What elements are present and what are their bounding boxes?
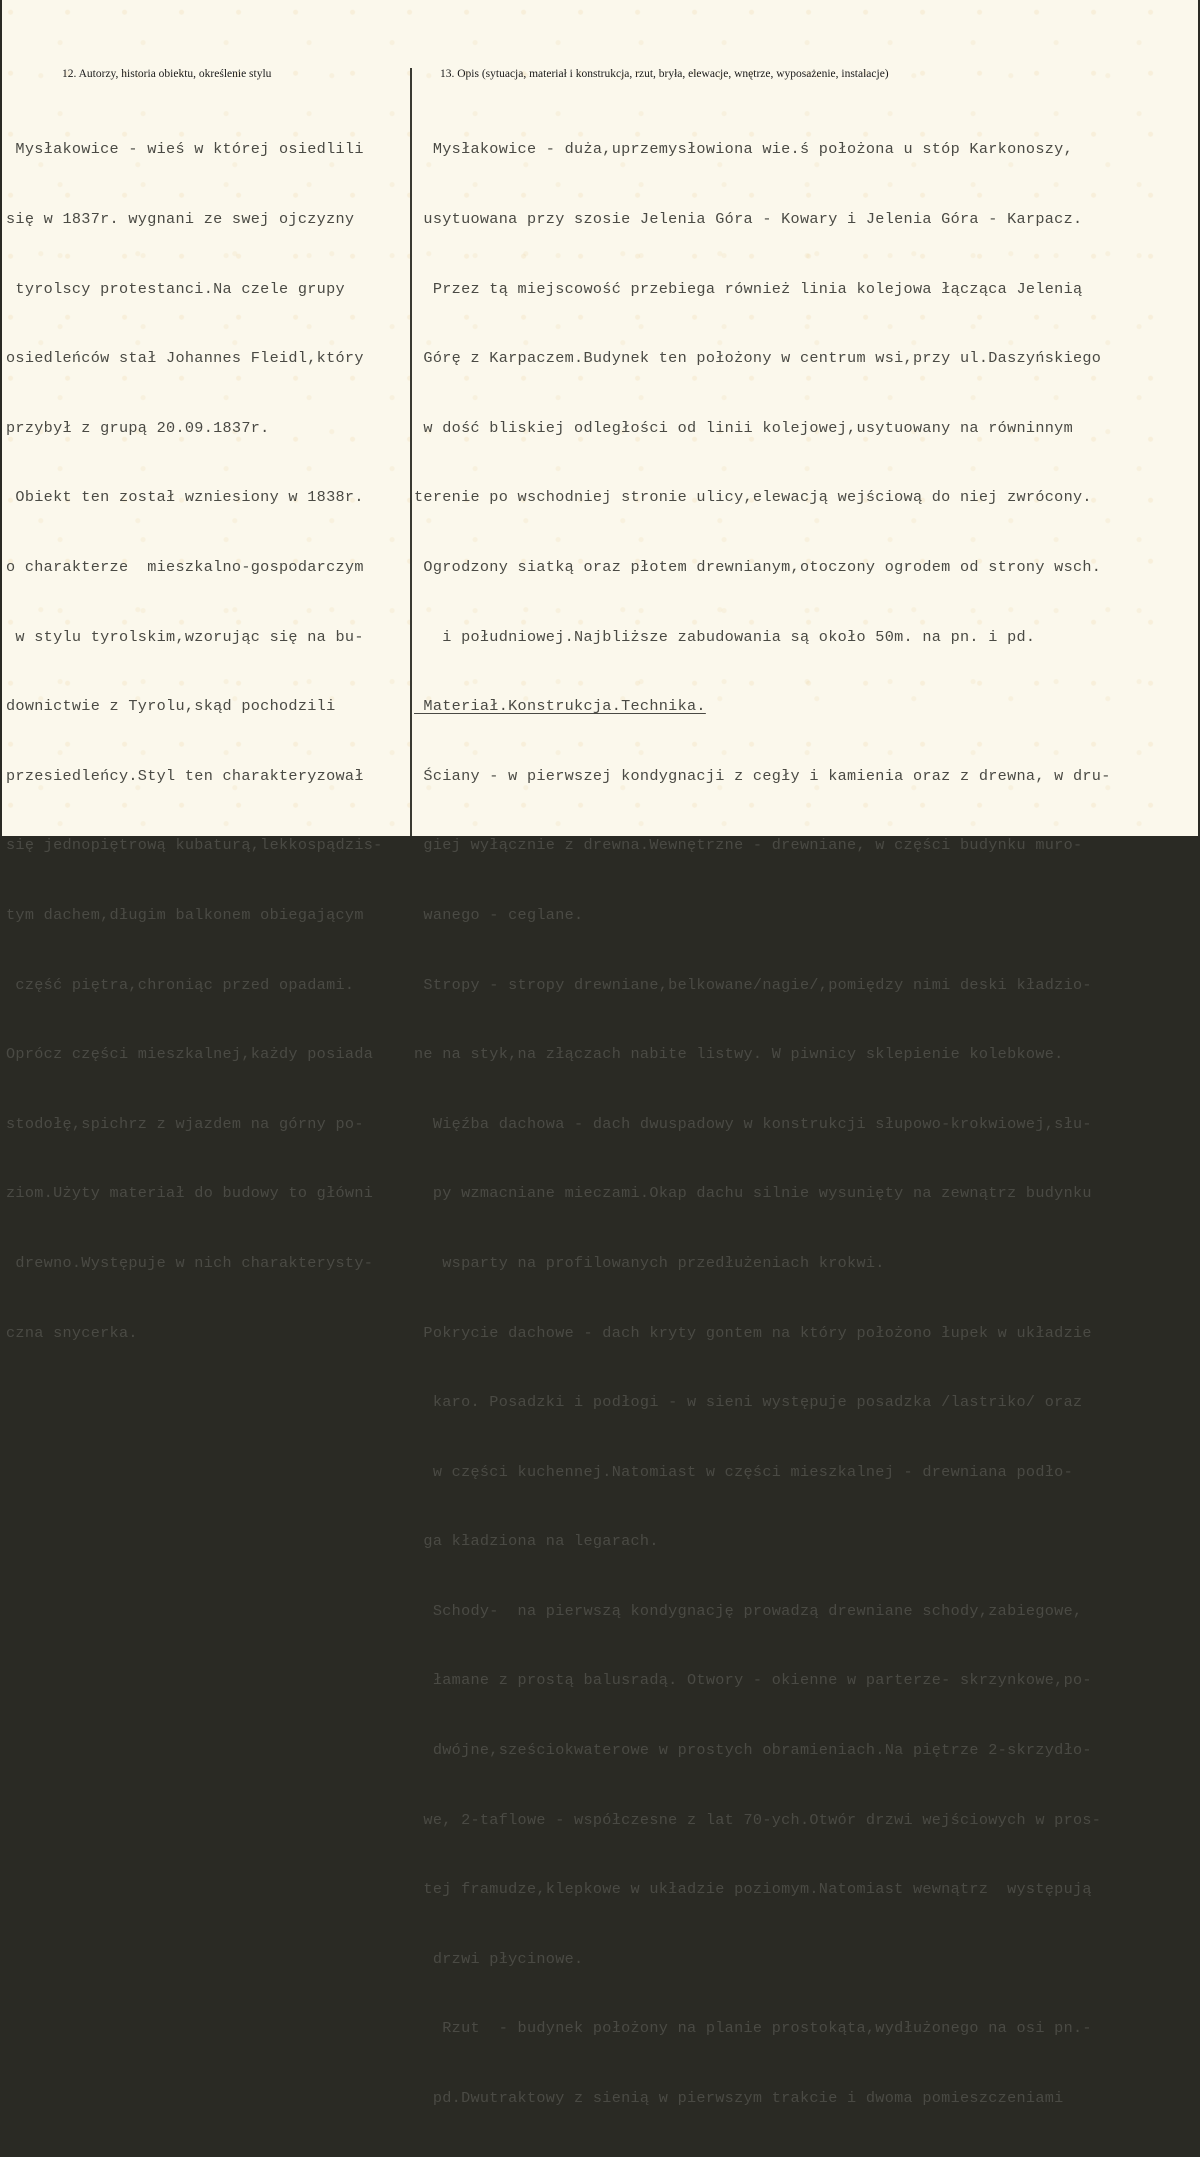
text-line: tyrolscy protestanci.Na czele grupy xyxy=(6,279,345,298)
history-text-column xyxy=(6,92,383,1391)
text-line: drzwi płycinowe. xyxy=(414,1949,584,1968)
text-line: się jednopiętrową kubaturą,lekkospądzis- xyxy=(6,836,383,855)
text-line: wanego - ceglane. xyxy=(414,905,584,924)
text-line: Schody- na pierwszą kondygnację prowadzą drewniane schody,zabiegowe, xyxy=(414,1601,1083,1620)
text-line: Stropy - stropy drewniane,belkowane/nagie/,pomiędzy nimi deski kładzio- xyxy=(414,975,1092,994)
text-line: Rzut - budynek położony na planie prostokąta,wydłużonego na osi pn.- xyxy=(414,2019,1092,2038)
subsection-heading: Materiał.Konstrukcja.Technika. xyxy=(414,697,706,716)
text-line: w części kuchennej.Natomiast w części mieszkalnej - drewniana podło- xyxy=(414,1462,1073,1481)
text-line: Przez tą miejscowość przebiega również linia kolejowa łącząca Jelenią xyxy=(414,279,1083,298)
text-line: ne na styk,na złączach nabite listwy. W piwnicy sklepienie kolebkowe. xyxy=(414,1045,1064,1064)
text-line: stodołę,spichrz z wjazdem na górny po- xyxy=(6,1114,364,1133)
text-line: dwójne,sześciokwaterowe w prostych obramieniach.Na piętrze 2-skrzydło- xyxy=(414,1741,1092,1760)
section-13-heading: 13. Opis (sytuacja, materiał i konstrukcja, rzut, bryła, elewacje, wnętrze, wyposażenie, instalacje) xyxy=(440,68,889,80)
text-line: Ogrodzony siatką oraz płotem drewnianym,otoczony ogrodem od strony wsch. xyxy=(414,557,1102,576)
text-line: Pokrycie dachowe - dach kryty gontem na który położono łupek w układzie xyxy=(414,1323,1092,1342)
text-line: czna snycerka. xyxy=(6,1323,138,1342)
text-line: karo. Posadzki i podłogi - w sieni występuje posadzka /lastriko/ oraz xyxy=(414,1393,1083,1412)
text-line: osiedleńców stał Johannes Fleidl,który xyxy=(6,349,364,368)
text-line: Więźba dachowa - dach dwuspadowy w konstrukcji słupowo-krokwiowej,słu- xyxy=(414,1114,1092,1133)
text-line: w dość bliskiej odległości od linii kolejowej,usytuowany na równinnym xyxy=(414,418,1073,437)
text-line: ziom.Użyty materiał do budowy to główni xyxy=(6,1184,374,1203)
text-line: łamane z prostą balusradą. Otwory - okienne w parterze- skrzynkowe,po- xyxy=(414,1671,1092,1690)
text-line: się w 1837r. wygnani ze swej ojczyzny xyxy=(6,210,355,228)
text-line: tym dachem,długim balkonem obiegającym xyxy=(6,905,364,924)
text-line: i południowej.Najbliższe zabudowania są około 50m. na pn. i pd. xyxy=(414,627,1036,646)
text-line: przesiedleńcy.Styl ten charakteryzował xyxy=(6,766,364,785)
description-text-column xyxy=(414,92,1111,2157)
text-line: ga kładziona na legarach. xyxy=(414,1532,659,1551)
text-line: we, 2-taflowe - współczesne z lat 70-ych.Otwór drzwi wejściowych w pros- xyxy=(414,1810,1102,1829)
text-line: py wzmacniane mieczami.Okap dachu silnie wysunięty na zewnątrz budynku xyxy=(414,1184,1092,1203)
text-line: wsparty na profilowanych przedłużeniach krokwi. xyxy=(414,1253,885,1272)
section-12-heading: 12. Autorzy, historia obiektu, określenie stylu xyxy=(62,68,272,80)
text-line: usytuowana przy szosie Jelenia Góra - Kowary i Jelenia Góra - Karpacz. xyxy=(414,210,1083,228)
text-line: Obiekt ten został wzniesiony w 1838r. xyxy=(6,488,364,507)
text-line: tej framudze,klepkowe w układzie poziomym.Natomiast wewnątrz występują xyxy=(414,1880,1092,1899)
document-page xyxy=(2,0,1198,2108)
text-line: Mysłakowice - duża,uprzemysłowiona wie.ś położona u stóp Karkonoszy, xyxy=(414,140,1073,159)
text-line: terenie po wschodniej stronie ulicy,elewacją wejściową do niej zwrócony. xyxy=(414,488,1092,507)
text-line: pd.Dwutraktowy z sienią w pierwszym trakcie i dwoma pomieszczeniami xyxy=(414,2089,1064,2108)
text-line: Górę z Karpaczem.Budynek ten położony w centrum wsi,przy ul.Daszyńskiego xyxy=(414,349,1102,368)
text-line: Ściany - w pierwszej kondygnacji z cegły i kamienia oraz z drewna, w dru- xyxy=(414,766,1111,785)
text-line: o charakterze mieszkalno-gospodarczym xyxy=(6,557,364,576)
text-line: downictwie z Tyrolu,skąd pochodzili xyxy=(6,697,336,716)
text-line: Oprócz części mieszkalnej,każdy posiada xyxy=(6,1045,374,1064)
text-line: giej wyłącznie z drewna.Wewnętrzne - drewniane, w części budynku muro- xyxy=(414,836,1083,855)
text-line: część piętra,chroniąc przed opadami. xyxy=(6,975,355,994)
text-line: przybył z grupą 20.09.1837r. xyxy=(6,418,270,437)
text-line: Mysłakowice - wieś w której osiedlili xyxy=(6,140,364,159)
text-line: drewno.Występuje w nich charakterysty- xyxy=(6,1253,374,1272)
column-divider xyxy=(410,68,412,836)
text-line: w stylu tyrolskim,wzorując się na bu- xyxy=(6,627,364,646)
